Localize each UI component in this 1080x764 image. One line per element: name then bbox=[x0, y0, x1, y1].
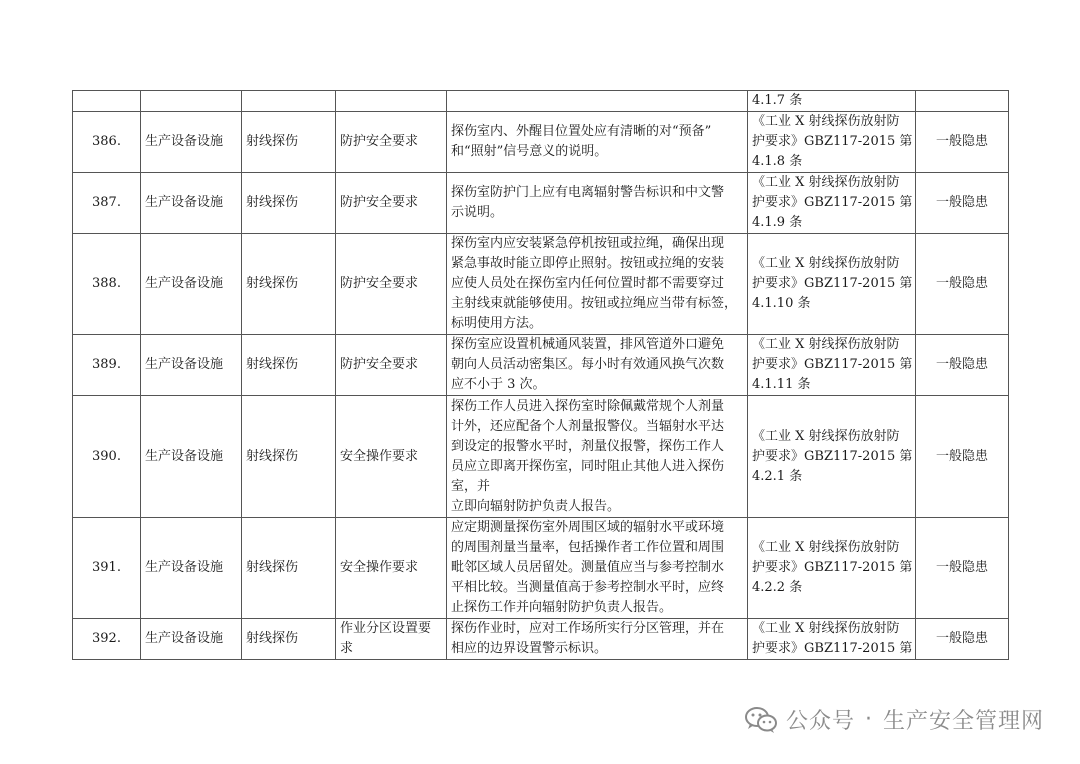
cell-item: 射线探伤 bbox=[242, 619, 336, 660]
requirement-line: 探伤室防护门上应有电离辐射警告标识和中文警 bbox=[451, 185, 725, 200]
requirement-line: 立即向辐射防护负责人报告。 bbox=[451, 498, 621, 514]
cell-category: 生产设备设施 bbox=[141, 234, 242, 335]
requirement-line: 探伤作业时，应对工作场所实行分区管理，并在 bbox=[451, 621, 725, 636]
cell-category: 生产设备设施 bbox=[141, 112, 242, 173]
cell-category: 生产设备设施 bbox=[141, 619, 242, 660]
cell-basis bbox=[748, 619, 916, 660]
sub-line: 作业分区设置要 bbox=[340, 621, 432, 636]
cell-no bbox=[73, 91, 141, 112]
table-body bbox=[73, 91, 1009, 660]
cell-level: 一般隐患 bbox=[916, 112, 1009, 173]
basis-line: 护要求》GBZ117-2015 第 bbox=[752, 276, 913, 291]
basis-line: 《工业 X 射线探伤放射防 bbox=[752, 540, 900, 555]
cell-category: 生产设备设施 bbox=[141, 173, 242, 234]
cell-requirement bbox=[447, 234, 748, 335]
cell-requirement bbox=[447, 396, 748, 518]
basis-line: 4.2.2 条 bbox=[752, 580, 803, 595]
requirement-line: 紧急事故时能立即停止照射。按钮或拉绳的安装 bbox=[451, 256, 725, 271]
cell-item: 射线探伤 bbox=[242, 396, 336, 518]
table-row bbox=[73, 173, 1009, 234]
basis-line: 护要求》GBZ117-2015 第 bbox=[752, 641, 913, 656]
basis-line: 4.1.10 条 bbox=[752, 296, 811, 311]
requirement-line: 朝向人员活动密集区。每小时有效通风换气次数 bbox=[451, 357, 725, 372]
cell-item: 射线探伤 bbox=[242, 518, 336, 619]
cell-category: 生产设备设施 bbox=[141, 335, 242, 396]
cell-no: 392. bbox=[73, 619, 141, 660]
cell-no: 389. bbox=[73, 335, 141, 396]
requirement-line: 的周围剂量当量率，包括操作者工作位置和周围 bbox=[451, 540, 725, 555]
requirement-line: 主射线束就能够使用。按钮或拉绳应当带有标签， bbox=[451, 296, 738, 311]
table-row bbox=[73, 112, 1009, 173]
requirement-line: 和“照射”信号意义的说明。 bbox=[451, 144, 608, 159]
watermark bbox=[744, 704, 1044, 735]
cell-basis bbox=[748, 335, 916, 396]
requirement-line: 平相比较。当测量值高于参考控制水平时，应终 bbox=[451, 580, 725, 595]
requirement-line: 探伤室内应安装紧急停机按钮或拉绳，确保出现 bbox=[451, 236, 725, 251]
wechat-icon bbox=[744, 706, 778, 734]
cell-item bbox=[242, 91, 336, 112]
basis-line: 护要求》GBZ117-2015 第 bbox=[752, 448, 913, 464]
table-row bbox=[73, 396, 1009, 518]
cell-sub: 防护安全要求 bbox=[336, 335, 447, 396]
cell-no: 390. bbox=[73, 396, 141, 518]
cell-sub: 安全操作要求 bbox=[336, 518, 447, 619]
cell-no: 386. bbox=[73, 112, 141, 173]
watermark-prefix: 公众号 bbox=[785, 709, 855, 734]
cell-item: 射线探伤 bbox=[242, 335, 336, 396]
cell-category: 生产设备设施 bbox=[141, 396, 242, 518]
basis-line: 《工业 X 射线探伤放射防 bbox=[752, 428, 900, 444]
requirement-line: 探伤工作人员进入探伤室时除佩戴常规个人剂量 bbox=[451, 398, 725, 414]
cell-level: 一般隐患 bbox=[916, 518, 1009, 619]
cell-sub bbox=[336, 91, 447, 112]
basis-line: 护要求》GBZ117-2015 第 bbox=[752, 357, 913, 372]
cell-basis bbox=[748, 112, 916, 173]
table-row bbox=[73, 234, 1009, 335]
cell-sub: 防护安全要求 bbox=[336, 112, 447, 173]
cell-category: 生产设备设施 bbox=[141, 518, 242, 619]
requirement-line: 应定期测量探伤室外周围区域的辐射水平或环境 bbox=[451, 520, 725, 535]
requirement-line: 相应的边界设置警示标识。 bbox=[451, 641, 608, 656]
cell-sub: 安全操作要求 bbox=[336, 396, 447, 518]
basis-line: 《工业 X 射线探伤放射防 bbox=[752, 621, 900, 636]
basis-line: 4.1.9 条 bbox=[752, 215, 803, 230]
cell-item: 射线探伤 bbox=[242, 112, 336, 173]
cell-level: 一般隐患 bbox=[916, 619, 1009, 660]
requirement-line: 计外，还应配备个人剂量报警仪。当辐射水平达 bbox=[451, 418, 725, 434]
cell-sub: 防护安全要求 bbox=[336, 234, 447, 335]
cell-basis bbox=[748, 91, 916, 112]
cell-basis bbox=[748, 396, 916, 518]
cell-sub: 防护安全要求 bbox=[336, 173, 447, 234]
cell-no: 388. bbox=[73, 234, 141, 335]
cell-level: 一般隐患 bbox=[916, 234, 1009, 335]
basis-line: 4.1.11 条 bbox=[752, 377, 811, 392]
basis-line: 《工业 X 射线探伤放射防 bbox=[752, 114, 900, 129]
requirement-line: 探伤室应设置机械通风装置，排风管道外口避免 bbox=[451, 337, 725, 352]
requirement-line: 到设定的报警水平时，剂量仪报警，探伤工作人 bbox=[451, 438, 725, 454]
requirement-line: 应使人员处在探伤室内任何位置时都不需要穿过 bbox=[451, 276, 725, 291]
cell-level: 一般隐患 bbox=[916, 396, 1009, 518]
cell-level: 一般隐患 bbox=[916, 173, 1009, 234]
cell-level bbox=[916, 91, 1009, 112]
cell-basis bbox=[748, 173, 916, 234]
requirement-line: 员应立即离开探伤室，同时阻止其他人进入探伤 bbox=[451, 458, 725, 474]
cell-no: 391. bbox=[73, 518, 141, 619]
continuation-row bbox=[73, 91, 1009, 112]
regulation-table bbox=[72, 90, 1009, 660]
cell-req bbox=[447, 91, 748, 112]
cell-item: 射线探伤 bbox=[242, 234, 336, 335]
table-row bbox=[73, 518, 1009, 619]
requirement-line: 毗邻区域人员居留处。测量值应当与参考控制水 bbox=[451, 560, 725, 575]
cell-requirement bbox=[447, 518, 748, 619]
basis-line: 4.2.1 条 bbox=[752, 468, 803, 484]
basis-line: 《工业 X 射线探伤放射防 bbox=[752, 337, 900, 352]
table-row bbox=[73, 335, 1009, 396]
requirement-line: 室，并 bbox=[451, 478, 491, 494]
requirement-line: 探伤室内、外醒目位置处应有清晰的对“预备” bbox=[451, 124, 712, 139]
cell-category bbox=[141, 91, 242, 112]
cell-requirement bbox=[447, 619, 748, 660]
cell-requirement bbox=[447, 335, 748, 396]
table-row bbox=[73, 619, 1009, 660]
cell-basis bbox=[748, 518, 916, 619]
requirement-line: 应不小于 3 次。 bbox=[451, 377, 546, 392]
requirement-line: 止探伤工作并向辐射防护负责人报告。 bbox=[451, 600, 673, 615]
basis-line: 4.1.8 条 bbox=[752, 154, 803, 169]
cell-item: 射线探伤 bbox=[242, 173, 336, 234]
requirement-line: 标明使用方法。 bbox=[451, 316, 543, 331]
requirement-line: 示说明。 bbox=[451, 205, 504, 220]
watermark-name: 生产安全管理网 bbox=[882, 709, 1044, 734]
watermark-separator: · bbox=[864, 707, 873, 732]
cell-requirement bbox=[447, 112, 748, 173]
basis-line: 《工业 X 射线探伤放射防 bbox=[752, 175, 900, 190]
cell-no: 387. bbox=[73, 173, 141, 234]
basis-line: 护要求》GBZ117-2015 第 bbox=[752, 134, 913, 149]
basis-line: 4.1.7 条 bbox=[752, 93, 803, 108]
basis-line: 《工业 X 射线探伤放射防 bbox=[752, 256, 900, 271]
cell-sub bbox=[336, 619, 447, 660]
cell-requirement bbox=[447, 173, 748, 234]
basis-line: 护要求》GBZ117-2015 第 bbox=[752, 560, 913, 575]
cell-level: 一般隐患 bbox=[916, 335, 1009, 396]
sub-line: 求 bbox=[340, 641, 354, 656]
cell-basis bbox=[748, 234, 916, 335]
basis-line: 护要求》GBZ117-2015 第 bbox=[752, 195, 913, 210]
